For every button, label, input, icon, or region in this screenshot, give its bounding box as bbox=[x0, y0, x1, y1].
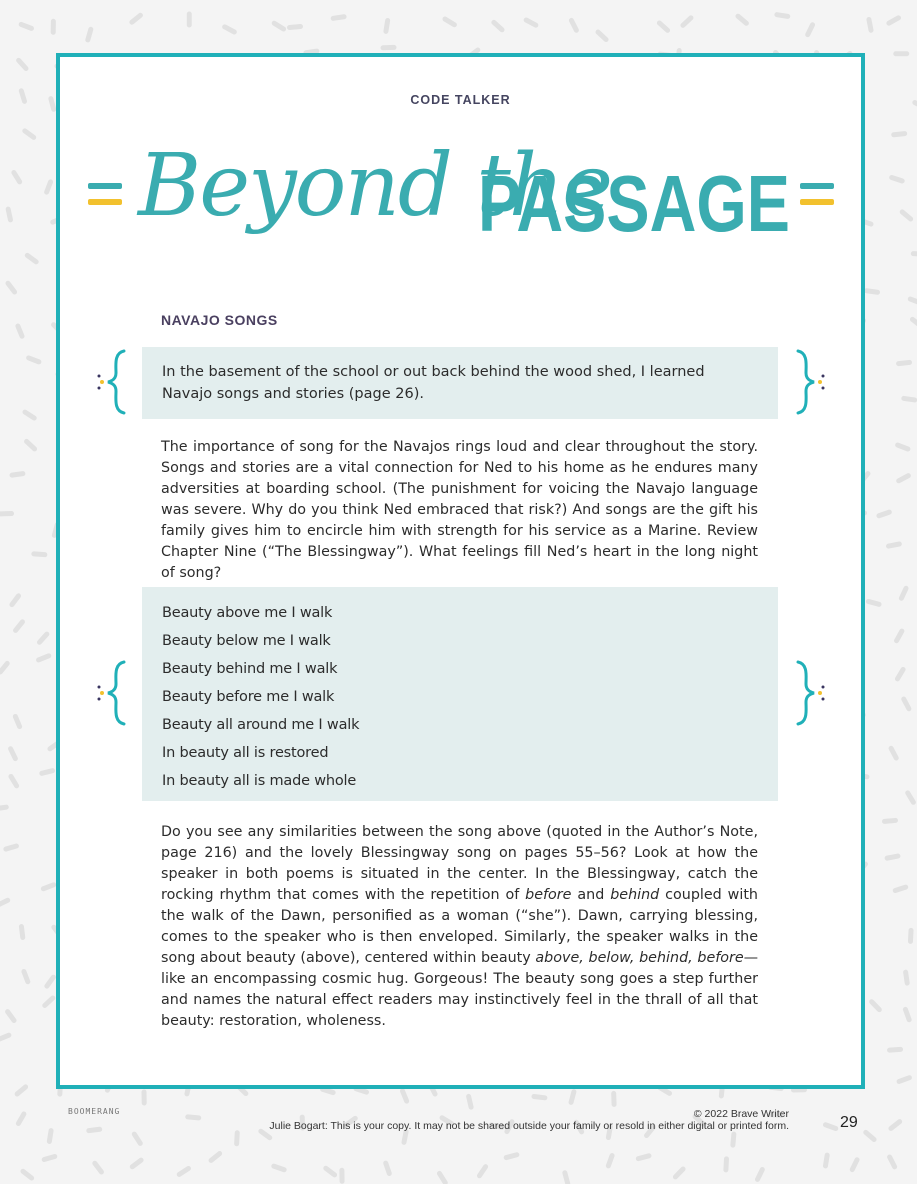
title-left-dashes bbox=[88, 183, 122, 205]
confetti-dash bbox=[185, 1114, 201, 1120]
confetti-dash bbox=[734, 13, 749, 27]
confetti-dash bbox=[7, 745, 19, 762]
confetti-dash bbox=[898, 585, 909, 602]
confetti-dash bbox=[894, 666, 907, 682]
confetti-dash bbox=[40, 882, 57, 892]
confetti-dash bbox=[886, 541, 903, 549]
quote-excerpt-text: In the basement of the school or out back behind the wood shed, I learned Navajo songs and stories (page 26). bbox=[162, 364, 705, 402]
emphasis-before: before bbox=[525, 887, 572, 903]
confetti-dash bbox=[51, 19, 56, 35]
confetti-dash bbox=[12, 713, 23, 730]
confetti-dash bbox=[899, 208, 914, 222]
confetti-dash bbox=[23, 438, 38, 453]
confetti-dash bbox=[271, 1163, 288, 1173]
confetti-dash bbox=[234, 1130, 240, 1146]
confetti-dash bbox=[568, 1089, 577, 1106]
confetti-dash bbox=[594, 29, 609, 44]
worksheet-page bbox=[56, 53, 865, 1089]
confetti-dash bbox=[31, 551, 47, 557]
confetti-dash bbox=[19, 924, 26, 940]
confetti-dash bbox=[85, 26, 94, 43]
confetti-dash bbox=[131, 1131, 144, 1147]
confetti-dash bbox=[141, 1089, 146, 1105]
confetti-dash bbox=[129, 1157, 145, 1171]
confetti-dash bbox=[3, 843, 20, 852]
song-line: In beauty all is restored bbox=[162, 745, 329, 761]
confetti-dash bbox=[10, 169, 23, 185]
confetti-dash bbox=[891, 131, 907, 138]
confetti-dash bbox=[893, 628, 905, 644]
confetti-dash bbox=[823, 1152, 830, 1169]
confetti-dash bbox=[901, 396, 917, 403]
confetti-dash bbox=[887, 1047, 903, 1053]
song-line: Beauty before me I walk bbox=[162, 689, 335, 705]
confetti-dash bbox=[19, 1168, 35, 1182]
confetti-dash bbox=[822, 1122, 839, 1132]
confetti-dash bbox=[383, 1160, 393, 1177]
title-right-dashes bbox=[800, 183, 834, 205]
footer-copyright bbox=[269, 1108, 789, 1132]
confetti-dash bbox=[868, 998, 883, 1013]
confetti-dash bbox=[39, 768, 56, 777]
confetti-dash bbox=[889, 174, 906, 184]
confetti-dash bbox=[895, 472, 911, 484]
confetti-dash bbox=[86, 1127, 102, 1134]
confetti-dash bbox=[380, 45, 396, 51]
confetti-dash bbox=[886, 1154, 898, 1171]
confetti-dash bbox=[503, 1152, 520, 1161]
confetti-dash bbox=[904, 789, 917, 805]
confetti-dash bbox=[442, 16, 458, 29]
confetti-dash bbox=[635, 1153, 652, 1162]
confetti-dash bbox=[21, 127, 37, 140]
confetti-dash bbox=[882, 818, 898, 824]
confetti-dash bbox=[22, 409, 38, 422]
confetti-dash bbox=[611, 1091, 617, 1107]
confetti-dash bbox=[0, 804, 9, 811]
confetti-dash bbox=[562, 1170, 571, 1184]
title-script-text: Beyond the bbox=[138, 136, 612, 236]
confetti-dash bbox=[330, 14, 347, 21]
confetti-dash bbox=[21, 968, 31, 985]
confetti-dash bbox=[8, 773, 21, 789]
confetti-dash bbox=[41, 1153, 58, 1162]
emphasis-behind: behind bbox=[610, 887, 660, 903]
confetti-dash bbox=[4, 1008, 17, 1024]
song-line: Beauty above me I walk bbox=[162, 605, 333, 621]
confetti-dash bbox=[25, 355, 42, 365]
confetti-dash bbox=[887, 1118, 903, 1132]
confetti-dash bbox=[888, 745, 900, 761]
quote-box-song bbox=[142, 587, 778, 801]
confetti-dash bbox=[523, 17, 539, 29]
confetti-dash bbox=[35, 653, 52, 664]
confetti-dash bbox=[9, 471, 26, 478]
right-curly-brace-icon bbox=[792, 658, 826, 728]
discussion-paragraph-1: The importance of song for the Navajos rings loud and clear throughout the story. Songs and stories are a vital connection for Ned to his home as he endures many adversities at boarding school. (The punishment for voicing the Navajo language was severe. Why do you think Ned embraced that risk?) And songs are the gift his family gives him to encircle him with strength for his service as a Marine. Review Chapter Nine (“The Blessingway”). What feelings fill Ned’s heart in the long night of song? bbox=[161, 439, 758, 581]
confetti-dash bbox=[24, 252, 40, 265]
confetti-dash bbox=[730, 1131, 736, 1147]
confetti-dash bbox=[903, 969, 910, 986]
confetti-dash bbox=[896, 1074, 913, 1084]
boomerang-logo: BOOMERANG bbox=[68, 1107, 121, 1116]
confetti-dash bbox=[849, 1156, 861, 1173]
confetti-dash bbox=[383, 18, 390, 35]
confetti-dash bbox=[12, 618, 26, 634]
song-line: Beauty behind me I walk bbox=[162, 661, 338, 677]
confetti-dash bbox=[894, 442, 911, 452]
song-line: In beauty all is made whole bbox=[162, 773, 357, 789]
confetti-dash bbox=[754, 1166, 766, 1183]
confetti-dash bbox=[900, 696, 912, 712]
paragraph-2-text: Do you see any similarities between the song above (quoted in the Author’s Note, page 216) and the lovely Blessingway song on pages 55–56? Look at how the speaker in both poems is situated in the center. In the Blessingway, catch the rocking rhythm that comes with the repetition of bbox=[161, 824, 758, 903]
confetti-dash bbox=[866, 17, 874, 34]
confetti-dash bbox=[909, 316, 917, 330]
confetti-dash bbox=[0, 511, 14, 517]
discussion-paragraph-2 bbox=[161, 822, 758, 1032]
copyright-line: © 2022 Brave Writer bbox=[693, 1108, 789, 1120]
confetti-dash bbox=[4, 280, 18, 296]
title-caps-text: PASSAGE bbox=[478, 159, 790, 248]
confetti-dash bbox=[91, 1160, 105, 1176]
confetti-dash bbox=[876, 509, 893, 519]
confetti-dash bbox=[15, 57, 29, 72]
page-number: 29 bbox=[840, 1114, 858, 1131]
paragraph-2-text: coupled with the walk of the Dawn, personified as a woman (“she”). Dawn, carrying blessing, comes to the speaker who is then enveloped. Similarly, the speaker walks in the song about beauty (above), centered within beauty bbox=[161, 887, 758, 966]
confetti-dash bbox=[41, 994, 56, 1009]
license-line: Julie Bogart: This is your copy. It may not be shared outside your family or resold in either digital or printed form. bbox=[269, 1120, 789, 1132]
confetti-dash bbox=[339, 1168, 344, 1184]
confetti-dash bbox=[723, 1156, 729, 1172]
beyond-the-passage-title bbox=[60, 127, 861, 297]
confetti-dash bbox=[287, 24, 303, 30]
emphasis-directions: above, below, behind, before bbox=[535, 950, 744, 966]
confetti-dash bbox=[893, 51, 909, 56]
confetti-dash bbox=[8, 592, 22, 608]
confetti-dash bbox=[0, 660, 11, 676]
confetti-dash bbox=[774, 12, 791, 19]
confetti-dash bbox=[531, 1094, 547, 1101]
song-line: Beauty all around me I walk bbox=[162, 717, 360, 733]
confetti-dash bbox=[864, 288, 881, 295]
confetti-dash bbox=[568, 17, 580, 34]
confetti-dash bbox=[908, 928, 914, 944]
confetti-dash bbox=[672, 1165, 687, 1180]
confetti-dash bbox=[892, 884, 909, 894]
confetti-dash bbox=[36, 631, 50, 646]
confetti-dash bbox=[605, 1152, 615, 1169]
confetti-dash bbox=[436, 1170, 449, 1184]
confetti-dash bbox=[490, 19, 505, 33]
confetti-dash bbox=[0, 1032, 12, 1043]
confetti-dash bbox=[885, 14, 901, 26]
confetti-dash bbox=[43, 179, 53, 196]
paragraph-2-text: — like an encompassing cosmic hug. Gorgeous! The beauty song goes a step further and names the natural effect readers may instinctively feel in the thrall of all that beauty: restoration, wholeness. bbox=[161, 950, 759, 1029]
confetti-dash bbox=[14, 1083, 29, 1097]
confetti-dash bbox=[221, 23, 237, 35]
section-heading: NAVAJO SONGS bbox=[161, 312, 278, 328]
confetti-dash bbox=[907, 296, 917, 306]
confetti-dash bbox=[902, 1006, 912, 1023]
confetti-dash bbox=[15, 323, 26, 340]
confetti-dash bbox=[0, 897, 11, 909]
left-curly-brace-icon bbox=[96, 658, 130, 728]
confetti-dash bbox=[176, 1165, 192, 1178]
book-title-kicker: CODE TALKER bbox=[410, 93, 511, 107]
paragraph-2-text: and bbox=[571, 887, 611, 903]
confetti-dash bbox=[15, 1111, 27, 1127]
song-line: Beauty below me I walk bbox=[162, 633, 331, 649]
confetti-dash bbox=[208, 1150, 224, 1164]
confetti-dash bbox=[656, 19, 671, 33]
confetti-dash bbox=[187, 11, 192, 27]
right-curly-brace-icon bbox=[792, 347, 826, 417]
confetti-dash bbox=[896, 360, 912, 367]
confetti-dash bbox=[5, 206, 13, 223]
confetti-dash bbox=[271, 20, 287, 33]
confetti-dash bbox=[911, 251, 917, 256]
confetti-dash bbox=[911, 99, 917, 111]
confetti-dash bbox=[679, 14, 694, 29]
confetti-dash bbox=[46, 1128, 53, 1145]
confetti-dash bbox=[43, 974, 56, 990]
confetti-dash bbox=[322, 1165, 338, 1179]
confetti-dash bbox=[862, 1129, 877, 1143]
confetti-dash bbox=[128, 12, 144, 26]
confetti-dash bbox=[18, 88, 27, 105]
confetti-dash bbox=[18, 21, 35, 31]
quote-box-excerpt bbox=[142, 347, 778, 419]
confetti-dash bbox=[476, 1163, 489, 1179]
confetti-dash bbox=[865, 598, 882, 607]
confetti-dash bbox=[399, 1088, 410, 1105]
left-curly-brace-icon bbox=[96, 347, 130, 417]
confetti-dash bbox=[804, 21, 816, 38]
confetti-dash bbox=[884, 853, 901, 861]
